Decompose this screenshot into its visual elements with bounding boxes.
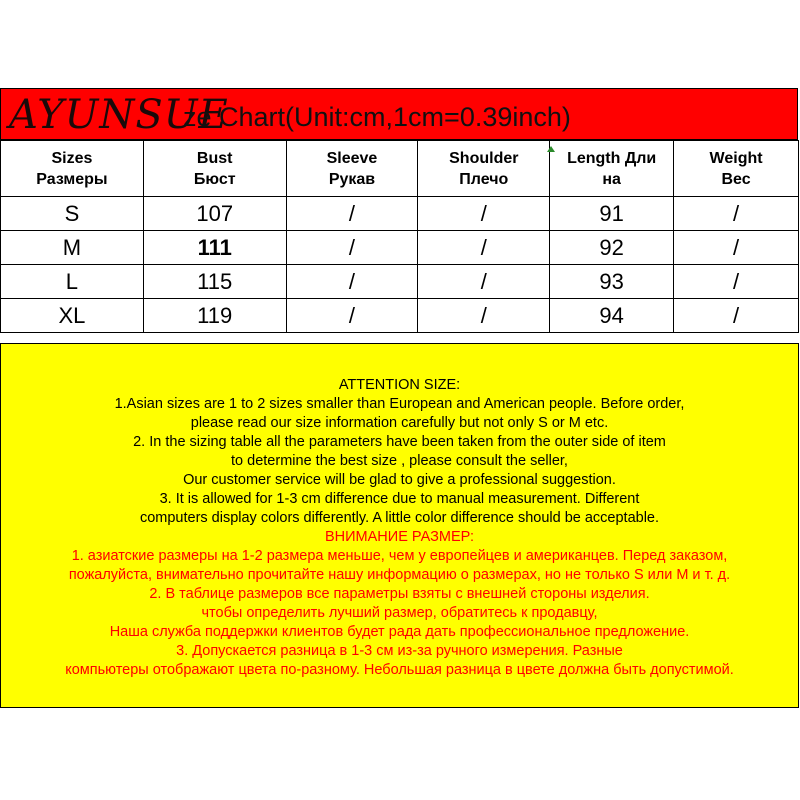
cell-bust: 115 (143, 265, 286, 299)
cell-shoulder: / (418, 197, 550, 231)
cell-bust: 111 (143, 231, 286, 265)
size-table (0, 140, 799, 333)
cell-sleeve: / (286, 231, 418, 265)
table-row (1, 197, 799, 231)
table-row (1, 231, 799, 265)
cell-sleeve: / (286, 197, 418, 231)
header-sleeve: Sleeve Рукав (286, 141, 418, 197)
cell-weight: / (674, 299, 799, 333)
notice-line: ATTENTION SIZE: (338, 377, 461, 393)
cell-length: 91 (550, 197, 674, 231)
notice-russian (1, 528, 798, 680)
cell-sleeve: / (286, 265, 418, 299)
size-chart-sheet (0, 88, 800, 708)
cell-shoulder: / (418, 265, 550, 299)
cell-bust: 119 (143, 299, 286, 333)
green-marker-icon (547, 146, 555, 152)
notice-line: 3. It is allowed for 1-3 cm difference due to manual measurement. Different (159, 491, 640, 507)
cell-size: L (1, 265, 144, 299)
cell-weight: / (674, 197, 799, 231)
cell-length: 93 (550, 265, 674, 299)
cell-sleeve: / (286, 299, 418, 333)
cell-size: S (1, 197, 144, 231)
notice-line: чтобы определить лучший размер, обратитесь к продавцу, (201, 605, 598, 621)
cell-size: XL (1, 299, 144, 333)
header-shoulder: Shoulder Плечо (418, 141, 550, 197)
notice-line: Our customer service will be glad to give a professional suggestion. (183, 472, 616, 488)
cell-shoulder: / (418, 231, 550, 265)
notice-english (1, 376, 798, 528)
attention-notice (0, 343, 799, 708)
cell-bust: 107 (143, 197, 286, 231)
notice-line: 1.Asian sizes are 1 to 2 sizes smaller than European and American people. Before order, (114, 396, 685, 412)
notice-line: Наша служба поддержки клиентов будет рада дать профессиональное предложение. (109, 624, 690, 640)
cell-weight: / (674, 231, 799, 265)
title-bar (0, 88, 798, 140)
cell-weight: / (674, 265, 799, 299)
notice-line: please read our size information carefully but not only S or M etc. (190, 415, 609, 431)
notice-line: computers display colors differently. A little color difference should be acceptable. (139, 510, 660, 526)
table-header-row (1, 141, 799, 197)
header-weight: Weight Вес (674, 141, 799, 197)
cell-length: 94 (550, 299, 674, 333)
table-row (1, 265, 799, 299)
header-sizes: Sizes Размеры (1, 141, 144, 197)
header-bust: Bust Бюст (143, 141, 286, 197)
cell-size: M (1, 231, 144, 265)
chart-title: ze Chart(Unit:cm,1cm=0.39inch) (183, 102, 571, 132)
cell-length: 92 (550, 231, 674, 265)
notice-line: компьютеры отображают цвета по-разному. Небольшая разница в цвете должна быть допустимой. (65, 662, 734, 678)
notice-line: 1. азиатские размеры на 1-2 размера меньше, чем у европейцев и американцев. Перед заказом, (71, 548, 728, 564)
cell-shoulder: / (418, 299, 550, 333)
notice-line: 2. В таблице размеров все параметры взяты с внешней стороны изделия. (149, 586, 650, 602)
brand-logo: AYUNSUE (9, 92, 229, 138)
notice-line: пожалуйста, внимательно прочитайте нашу информацию о размерах, но не только S или M и т. д. (68, 567, 731, 583)
notice-line: 3. Допускается разница в 1-3 см из-за ручного измерения. Разные (176, 643, 623, 659)
notice-line: ВНИМАНИЕ РАЗМЕР: (324, 529, 474, 545)
notice-line: 2. In the sizing table all the parameters have been taken from the outer side of item (133, 434, 666, 450)
header-length: Length Дли на (550, 141, 674, 197)
notice-line: to determine the best size , please consult the seller, (231, 453, 568, 469)
table-row (1, 299, 799, 333)
